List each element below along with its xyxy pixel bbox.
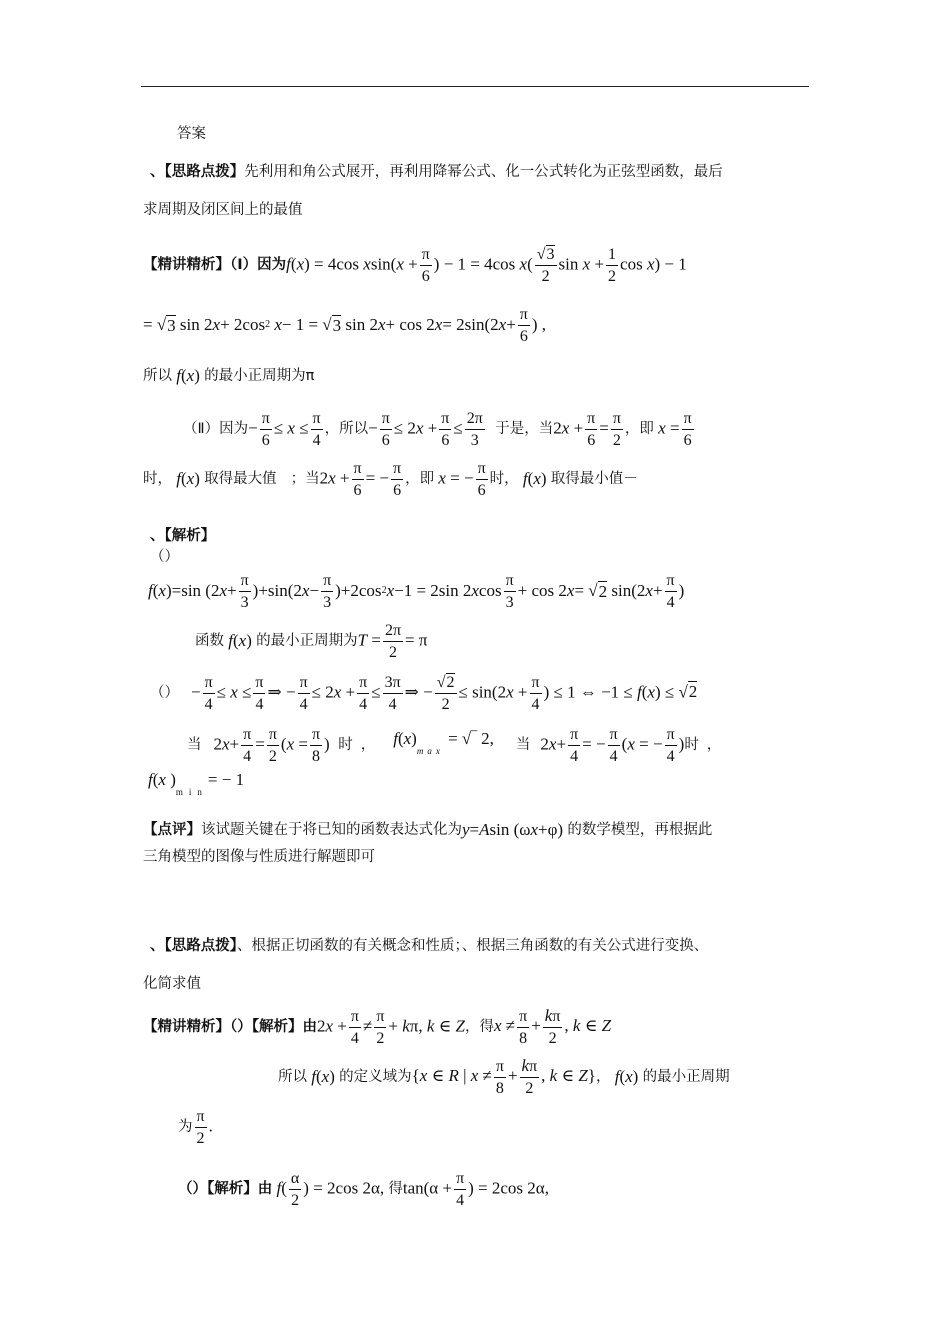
- s3-domain-set: {x ∈ R | x ≠ $\frac{\pi}{8}$ + $\frac{k\pi}{2}$ , k ∈ Z}: [411, 1056, 596, 1097]
- s1-eq2: = √ 3 sin 2 x + 2cos 2 x − 1 = √ 3 sin 2 x + cos 2 x = 2sin(2 x + $\frac{\pi}{6}$ ) ,: [143, 305, 547, 345]
- s2-max-val: = √‾ 2,: [448, 729, 494, 748]
- s1-x-min: x = − $\frac{\pi}{6}$: [438, 459, 486, 499]
- s2-when-time: 时，: [338, 737, 384, 753]
- header-rule: [141, 86, 809, 87]
- s3-fx: f(x): [311, 1067, 340, 1086]
- s3-idea-label: 、【思路点拨】: [150, 938, 237, 954]
- s1-fx-3: f(x): [522, 469, 551, 488]
- s2-paren: （）: [150, 549, 179, 565]
- s2-max-line: [187, 720, 729, 770]
- s2-comment-line-2: 三角模型的图像与性质进行解题即可: [143, 849, 375, 865]
- s3-idea-line-2: 化简求值: [143, 976, 201, 992]
- s1-jj-label: 【精讲精析】（Ⅰ）因为: [143, 257, 287, 273]
- s2-eq1: f ( x )=sin (2 x + $\frac{\pi}{3}$ )+sin(2 x − $\frac{\pi}{3}$ )+2cos 2 x −1 = 2sin 2 x cos $\frac{\pi}{3}$ + cos 2 x = √ 2 sin(2 x + $\frac{\pi}{4}$ ): [148, 571, 685, 611]
- s2-ineq-chain: − $\frac{\pi}{4}$ ≤ x ≤ $\frac{\pi}{4}$ ⇒ − $\frac{\pi}{4}$ ≤ 2x + $\frac{\pi}{4}$ ≤ $\frac{3\pi}{4}$ ⇒ − $\frac{√2}{2}$ ≤ sin(2x + $\frac{\pi}{4}$ ) ≤ 1 ⇔ −1 ≤ f(x) ≤ √2: [191, 673, 698, 713]
- s1-part2-line: [183, 404, 696, 454]
- s1-ineq-1: − $\frac{\pi}{6}$ ≤ x ≤ $\frac{\pi}{4}$: [248, 409, 321, 449]
- s3-domain-c: ，: [595, 1069, 611, 1085]
- s3-get: ，得: [464, 1019, 494, 1035]
- s1-part2-a: （Ⅱ）因为: [183, 421, 249, 437]
- s1-idea-line-1: [150, 162, 723, 182]
- s2-fx-max: $f(x)_{max}$ = √‾ 2,: [393, 729, 494, 756]
- s3-part2-b: 得: [388, 1181, 403, 1197]
- s2-comment-1a: 该试题关键在于将已知的函数表达式化为: [201, 822, 462, 838]
- s1-max-a: 时，: [143, 471, 172, 487]
- s2-min-val: = − 1: [207, 770, 245, 789]
- s2-comment-1b: 的数学模型，再根据此: [567, 822, 713, 838]
- s3-jj-label: 【精讲精析】（）【解析】由: [143, 1019, 317, 1035]
- s1-part2-c: 于是，当: [495, 421, 554, 437]
- s1-x-max: x = $\frac{\pi}{6}$: [658, 409, 692, 449]
- s3-domain-d: 的最小正周期: [642, 1069, 730, 1085]
- s2-when2: 当: [515, 737, 531, 753]
- s2-min-sub: min: [175, 787, 208, 797]
- s1-max-line: [143, 454, 638, 504]
- s1-part2-b: ，所以: [324, 421, 369, 437]
- s1-period-a: 所以: [143, 368, 172, 384]
- s1-max-c: ；当: [290, 471, 320, 487]
- s2-model: y=Asin (ωx+φ): [462, 820, 568, 839]
- s1-eq-min-cond: 2x + $\frac{\pi}{6}$ = − $\frac{\pi}{6}$: [319, 459, 402, 499]
- s3-domain-b: 的定义域为: [339, 1069, 412, 1085]
- s2-comment-label: 【点评】: [143, 822, 201, 838]
- s2-comment-line-1: [143, 820, 712, 840]
- s2-part2-line: [150, 668, 697, 718]
- s2-part2-paren: （）: [150, 685, 179, 701]
- s3-result: x ≠ $\frac{\pi}{8}$ + $\frac{k\pi}{2}$ , k ∈ Z: [493, 1006, 612, 1047]
- s2-max-sub: max: [416, 746, 444, 756]
- s2-T: T = $\frac{2\pi}{2}$ = π: [357, 621, 428, 661]
- s1-idea-text-1: 先利用和角公式展开，再利用降幂公式、化一公式转化为正弦型函数，最后: [244, 164, 723, 180]
- s1-eq1-line: [143, 240, 687, 290]
- s1-max-f: 取得最小值－: [550, 471, 638, 487]
- s2-period-a: 函数: [195, 633, 224, 649]
- s3-domain-line: [278, 1052, 730, 1102]
- s1-eq1: f(x) = 4cos xsin(x + $\frac{\pi}{6}$ ) − 1 = 4cos x( $\frac{√3}{2}$ sin x + $\frac{1}{2}$ cos x) − 1: [286, 245, 687, 285]
- s2-min-cond: 2x+ $\frac{\pi}{4}$ = − $\frac{\pi}{4}$ (x = − $\frac{\pi}{4}$ ): [540, 725, 685, 765]
- s1-eq-max-cond: 2x + $\frac{\pi}{6}$ = $\frac{\pi}{2}$: [553, 409, 621, 449]
- s1-period-b: 的最小正周期为π: [204, 368, 315, 384]
- s3-period-line: [178, 1102, 213, 1152]
- s3-fx-2: f(x): [614, 1067, 643, 1086]
- answer-title: 答案: [177, 126, 206, 142]
- s3-part2-eq1: f( $\frac{\alpha}{2}$ ) = 2cos 2α,: [276, 1169, 389, 1209]
- s3-domain-a: 所以: [278, 1069, 307, 1085]
- s2-label: 、【解析】: [150, 528, 216, 544]
- s1-fx-2: f(x): [176, 469, 205, 488]
- s2-min-line: f(x )$_{min}= - 1$: [148, 770, 245, 797]
- s2-period-b: 的最小正周期为: [256, 633, 358, 649]
- s3-period-a: 为: [178, 1119, 193, 1135]
- s3-part2-eq2: tan(α + $\frac{\pi}{4}$ ) = 2cos 2α,: [402, 1169, 549, 1209]
- s1-max-e: 时，: [489, 471, 519, 487]
- s3-period-val: $\frac{\pi}{2}$ .: [196, 1107, 213, 1147]
- s1-max-b: 取得最大值: [204, 471, 277, 487]
- s1-max-d: ，即: [405, 471, 435, 487]
- s1-idea-line-2: 求周期及闭区间上的最值: [143, 202, 303, 218]
- s2-when: 当: [187, 737, 202, 753]
- s3-cond: 2x + $\frac{\pi}{4}$ ≠ $\frac{\pi}{2}$ + kπ, k ∈ Z: [317, 1007, 465, 1047]
- s3-idea-line-1: [150, 936, 708, 956]
- s2-when-time-2: 时，: [684, 737, 730, 753]
- s1-part2-d: ，即: [624, 421, 654, 437]
- s2-period-line: [195, 616, 427, 666]
- s2-max-cond: 2x+ $\frac{\pi}{4}$ = $\frac{\pi}{2}$ (x = $\frac{\pi}{8}$ ): [213, 725, 339, 765]
- s3-part2-a: （）【解析】由: [178, 1181, 273, 1197]
- s1-ineq-2: − $\frac{\pi}{6}$ ≤ 2x + $\frac{\pi}{6}$ ≤ $\frac{2\pi}{3}$: [368, 409, 483, 449]
- s3-part2-line: [178, 1164, 549, 1214]
- s1-period-line: [143, 366, 314, 386]
- s1-idea-label: 、【思路点拨】: [150, 164, 245, 180]
- s3-jj-line: [143, 1002, 611, 1052]
- s3-idea-text-1: 、根据正切函数的有关概念和性质；、根据三角函数的有关公式进行变换、: [237, 938, 709, 954]
- s1-fx: f(x): [176, 366, 205, 385]
- s2-fx: f(x): [228, 631, 257, 650]
